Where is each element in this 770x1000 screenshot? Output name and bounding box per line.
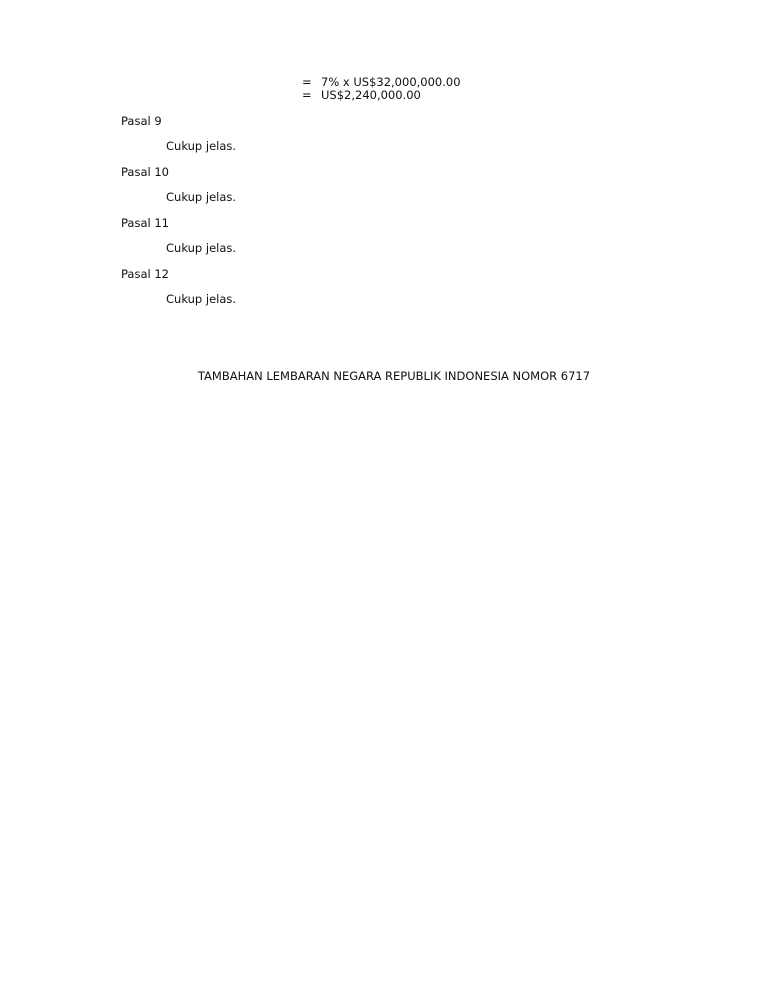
equals-sign: =	[302, 88, 312, 102]
equals-sign: =	[302, 75, 312, 89]
article-text: Cukup jelas.	[166, 241, 237, 255]
article-heading: Pasal 9	[121, 114, 162, 128]
calculation-result: US$2,240,000.00	[321, 88, 421, 102]
article-text: Cukup jelas.	[166, 292, 237, 306]
article-heading: Pasal 11	[121, 216, 169, 230]
article-heading: Pasal 10	[121, 165, 169, 179]
article-text: Cukup jelas.	[166, 139, 237, 153]
page-footer: TAMBAHAN LEMBARAN NEGARA REPUBLIK INDONESIA NOMOR 6717	[197, 369, 591, 383]
calculation-line: 7% x US$32,000,000.00	[321, 75, 461, 89]
article-heading: Pasal 12	[121, 267, 169, 281]
article-text: Cukup jelas.	[166, 190, 237, 204]
